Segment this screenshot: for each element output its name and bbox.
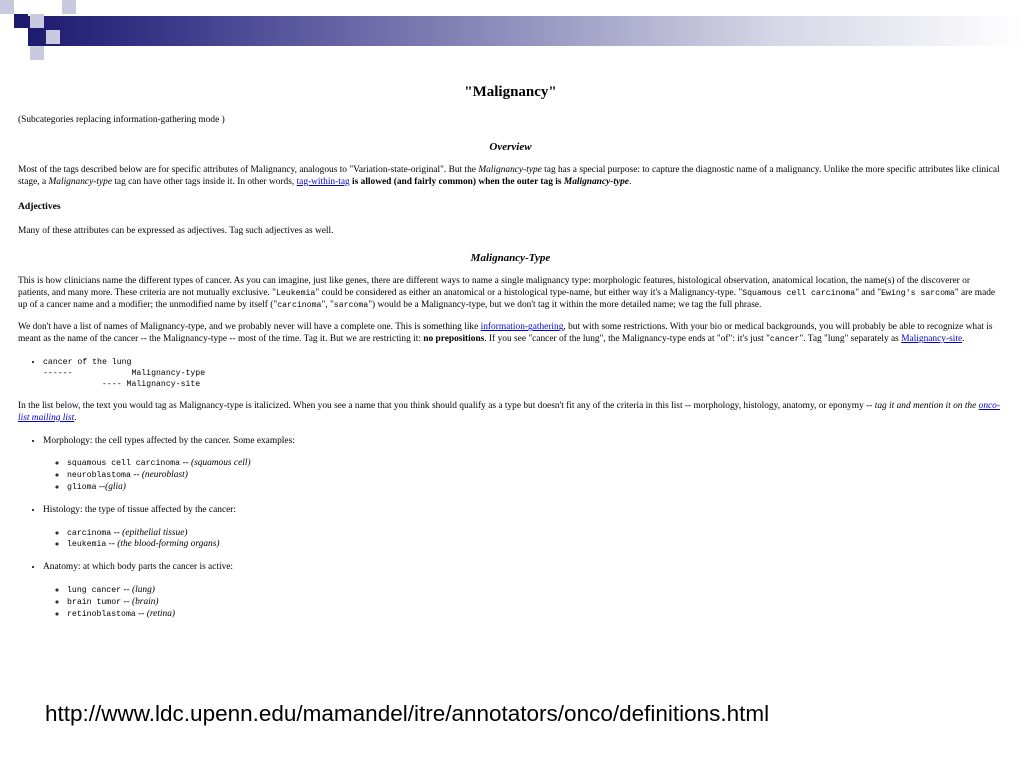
category-label: Anatomy: at which body parts the cancer is active: xyxy=(43,562,234,573)
section-heading-adjectives: Adjectives xyxy=(18,201,61,213)
example-sublist xyxy=(43,528,1003,552)
list-item: ◦ carcinoma -- (epithelial tissue) xyxy=(67,528,1003,540)
list-item: ◦ retinoblastoma -- (retina) xyxy=(67,609,1003,621)
example-list xyxy=(18,357,1003,390)
source-url: http://www.ldc.upenn.edu/mamandel/itre/annotators/onco/definitions.html xyxy=(45,701,770,726)
banner-gradient-bar xyxy=(28,16,1024,46)
malignancy-site-link[interactable]: Malignancy-site xyxy=(901,334,963,345)
category-item-anatomy xyxy=(43,562,1003,620)
page-title: "Malignancy" xyxy=(464,84,557,100)
list-item: ◦ neuroblastoma -- (neuroblast) xyxy=(67,470,1003,482)
example-sublist xyxy=(43,585,1003,620)
category-label: Histology: the type of tissue affected by the cancer: xyxy=(43,504,236,515)
onco-list-mailing-list-link[interactable]: onco-list mailing list xyxy=(18,400,1000,423)
banner-square xyxy=(46,30,60,44)
banner-square xyxy=(62,0,76,14)
banner-square xyxy=(30,14,44,28)
banner-square xyxy=(14,14,28,28)
document-page xyxy=(18,80,1003,620)
slide-banner xyxy=(0,0,1024,62)
adjectives-paragraph: Many of these attributes can be expressed as adjectives. Tag such adjectives as well. xyxy=(18,226,334,237)
section-heading-malignancy-type: Malignancy-Type xyxy=(470,251,551,264)
list-item: ◦ leukemia -- (the blood-forming organs) xyxy=(67,539,1003,551)
list-item: ◦ squamous cell carcinoma -- (squamous cell) xyxy=(67,458,1003,470)
category-list xyxy=(18,436,1003,621)
example-item xyxy=(43,357,1003,390)
malignancy-type-paragraph-1: This is how clinicians name the different types of cancer. As you can imagine, just like genes, there are different ways to name a single malignancy type: morphologic features, histological observation, anatomical location, the name(s) of the discoverer or patients, and many more. These criteria are not mutually exclusive. "Leukemia" could be considered as either an anatomical or a histological type-name, but either way it's a Malignancy-type. "Squamous cell carcinoma" and "Ewing's sarcoma" are made up of a cancer name and a modifier; the unmodified name by itself ("carcinoma", "sarcoma") would be a Malignancy-type, but we don't tag it within the more detailed name; we tag the full phrase. xyxy=(18,275,996,310)
tag-within-tag-link[interactable]: tag-within-tag xyxy=(296,176,350,187)
overview-paragraph: Most of the tags described below are for specific attributes of Malignancy, analogous to "Variation-state-original". But the Malignancy-type tag has a special purpose: to capture the diagnostic name of a malignancy. Unlike the more specific attributes like clinical stage, a Malignancy-type tag can have other tags inside it. In other words, tag-within-tag is allowed (and fairly common) when the outer tag is Malignancy-type. xyxy=(18,164,1000,187)
category-item-histology xyxy=(43,505,1003,562)
list-item: ◦ lung cancer -- (lung) xyxy=(67,585,1003,597)
malignancy-type-paragraph-2: We don't have a list of names of Malignancy-type, and we probably never will have a complete one. This is something like information-gathering, but with some restrictions. With your bio or medical backgrounds, you will probably be able to recognize what is meant as the name of the cancer -- the Malignancy-type -- most of the time. Tag it. But we are restricting it: no prepositions. If you see "cancer of the lung", the Malignancy-type ends at "of": it's just "cancer". Tag "lung" separately as Malignancy-site. xyxy=(18,322,993,345)
example-sublist xyxy=(43,458,1003,493)
category-item-morphology xyxy=(43,436,1003,505)
malignancy-type-paragraph-3: In the list below, the text you would tag as Malignancy-type is italicized. When you see a name that you think should qualify as a type but doesn't fit any of the criteria in this list -- morphology, histology, anatomy, or eponymy -- tag it and mention it on the onco-list mailing list. xyxy=(18,400,1000,423)
banner-square xyxy=(30,46,44,60)
list-item: ◦ glioma --(glia) xyxy=(67,482,1003,494)
banner-square xyxy=(0,0,14,14)
list-item: ◦ brain tumor -- (brain) xyxy=(67,597,1003,609)
section-heading-overview: Overview xyxy=(489,140,532,153)
category-label: Morphology: the cell types affected by the cancer. Some examples: xyxy=(43,435,295,446)
example-code: • cancer of the lung ------ Malignancy-type ---- Malignancy-site xyxy=(43,357,206,389)
page-subtitle: (Subcategories replacing information-gathering mode ) xyxy=(18,115,225,125)
information-gathering-link[interactable]: information-gathering xyxy=(480,322,564,333)
